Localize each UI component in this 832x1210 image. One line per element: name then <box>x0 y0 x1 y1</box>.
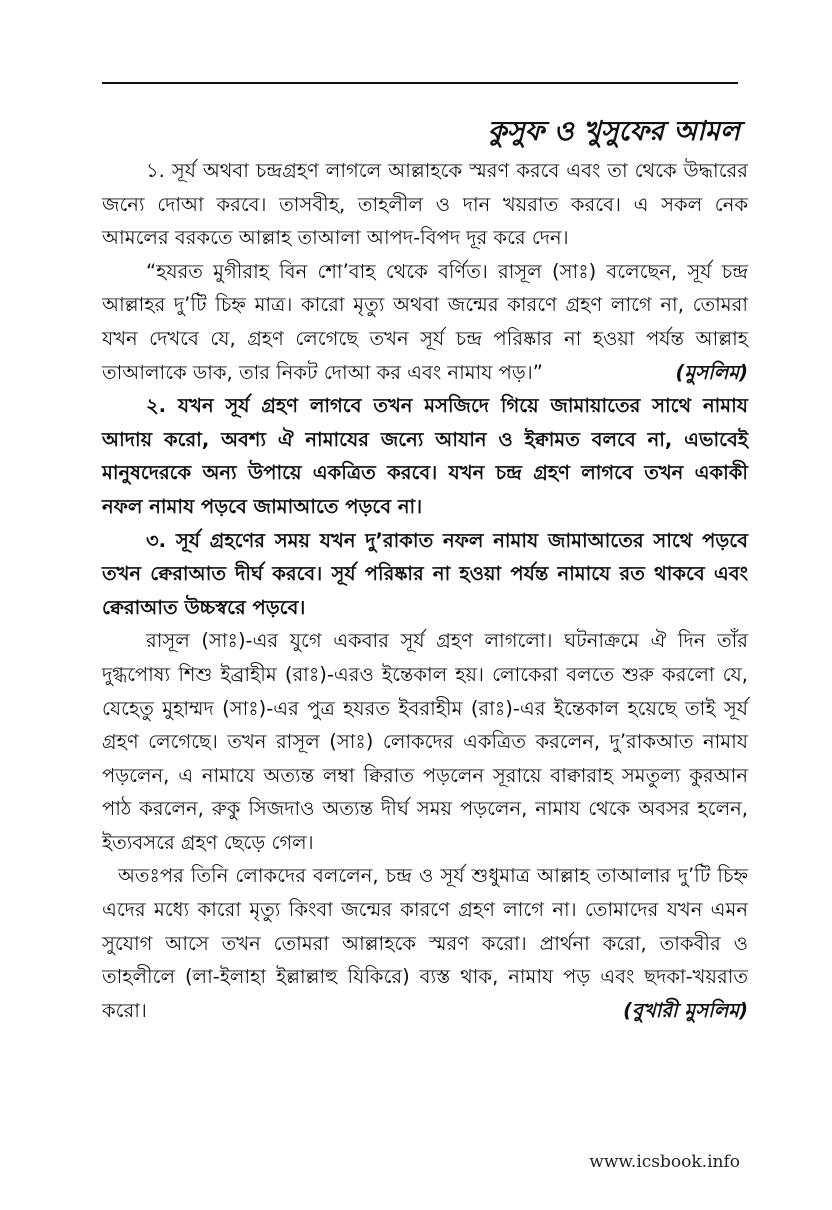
footer-url: www.icsbook.info <box>589 1152 740 1172</box>
paragraph-2 <box>102 255 748 389</box>
source-citation: (বুখারী মুসলিম) <box>623 998 748 1022</box>
paragraph-1 <box>102 154 748 255</box>
paragraph-text: অতঃপর তিনি লোকদের বললেন, চন্দ্র ও সূর্য শুধুমাত্র আল্লাহ তাআলার দু’টি চিহ্ন এদের মধ্যে কারো মৃত্যু কিংবা জন্মের কারণে গ্রহণ লাগে না। তোমাদের যখন এমন সুযোগ আসে তখন তোমরা আল্লাহকে স্মরণ করো। প্রার্থনা করো, তাকবীর ও তাহলীলে (লা-ইলাহা ইল্লাল্লাহু যিকিরে) ব্যস্ত থাক, নামায পড় এবং ছদকা-খয়রাত করো। <box>102 864 748 1022</box>
paragraph-text: “হযরত মুগীরাহ বিন শো’বাহ থেকে বর্ণিত। রাসূল (সাঃ) বলেছেন, সূর্য চন্দ্র আল্লাহর দু’টি চিহ্ন মাত্র। কারো মৃত্যু অথবা জন্মের কারণে গ্রহণ লাগে না, তোমরা যখন দেখবে যে, গ্রহণ লেগেছে তখন সূর্য চন্দ্র পরিষ্কার না হওয়া পর্যন্ত আল্লাহ তাআলাকে ডাক, তার নিকট দোআ কর এবং নামায পড়।” <box>102 259 748 384</box>
paragraph-text: রাসূল (সাঃ)-এর যুগে একবার সূর্য গ্রহণ লাগলো। ঘটনাক্রমে ঐ দিন তাঁর দুগ্ধপোষ্য শিশু ইব্রাহীম (রাঃ)-এরও ইন্তেকাল হয়। লোকেরা বলতে শুরু করলো যে, যেহেতু মুহাম্মদ (সাঃ)-এর পুত্র হযরত ইবরাহীম (রাঃ)-এর ইন্তেকাল হয়েছে তাই সূর্য গ্রহণ লেগেছে। তখন রাসূল (সাঃ) লোকদের একত্রিত করলেন, দু’রাকআত নামায পড়লেন, এ নামাযে অত্যন্ত লম্বা ক্বিরাত পড়লেন সূরায়ে বাক্বারাহ সমতুল্য কুরআন পাঠ করলেন, রুকু সিজদাও অত্যন্ত দীর্ঘ সময় পড়লেন, নামায থেকে অবসর হলেন, ইত্যবসরে গ্রহণ ছেড়ে গেল। <box>102 629 748 854</box>
paragraph-4 <box>102 524 748 625</box>
section-heading: কুসুফ ও খুসুফের আমল <box>487 116 740 147</box>
body-text <box>102 154 748 1027</box>
paragraph-5 <box>102 624 748 859</box>
paragraph-text: ২. যখন সূর্য গ্রহণ লাগবে তখন মসজিদে গিয়ে জামায়াতের সাথে নামায আদায় করো, অবশ্য ঐ নামাযের জন্যে আযান ও ইক্বামত বলবে না, এভাবেই মানুষদেরকে অন্য উপায়ে একত্রিত করবে। যখন চন্দ্র গ্রহণ লাগবে তখন একাকী নফল নামায পড়বে জামাআতে পড়বে না। <box>102 394 748 518</box>
paragraph-text: ৩. সূর্য গ্রহণের সময় যখন দু’রাকাত নফল নামায জামাআতের সাথে পড়বে তখন ক্বেরাআত দীর্ঘ করবে। সূর্য পরিষ্কার না হওয়া পর্যন্ত নামাযে রত থাকবে এবং ক্বেরাআত উচ্চস্বরে পড়বে। <box>102 528 748 619</box>
paragraph-3 <box>102 389 748 523</box>
source-citation: (মুসলিম) <box>675 360 748 384</box>
header-rule <box>102 82 738 84</box>
paragraph-6 <box>102 859 748 1027</box>
paragraph-text: ১. সূর্য অথবা চন্দ্রগ্রহণ লাগলে আল্লাহকে স্মরণ করবে এবং তা থেকে উদ্ধারের জন্যে দোআ করবে। তাসবীহ, তাহলীল ও দান খয়রাত করবে। এ সকল নেক আমলের বরকতে আল্লাহ তাআলা আপদ-বিপদ দূর করে দেন। <box>102 159 748 250</box>
